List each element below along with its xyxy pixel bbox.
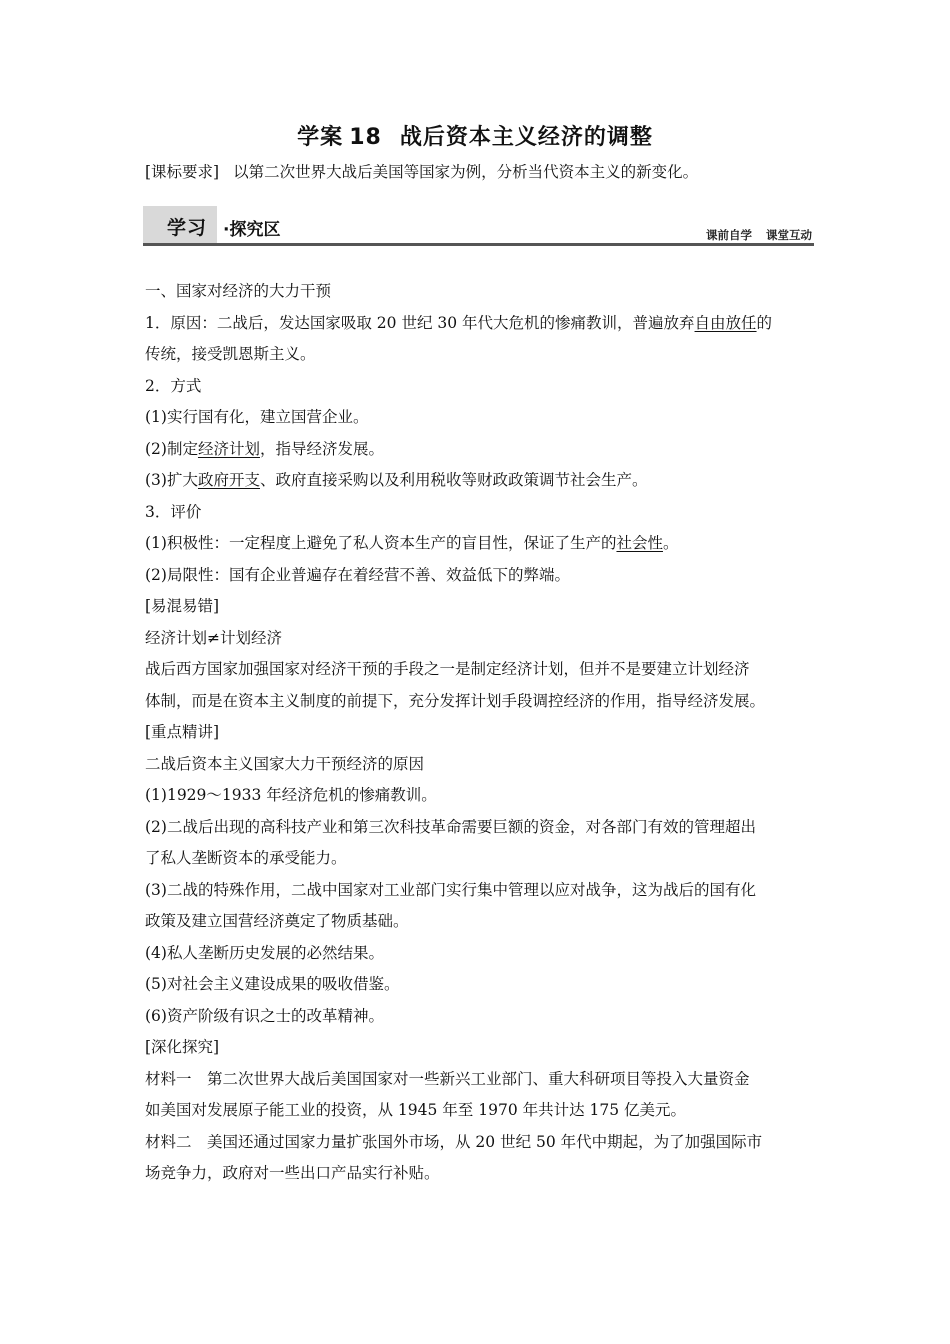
text-line: (2)局限性：国有企业普遍存在着经营不善、效益低下的弊端。 bbox=[145, 565, 570, 584]
text-line: 材料二 美国还通过国家力量扩张国外市场，从 20 世纪 50 年代中期起，为了加强国际市 bbox=[145, 1132, 763, 1151]
text-line: 二战后资本主义国家大力干预经济的原因 bbox=[145, 754, 425, 773]
text-line bbox=[145, 528, 815, 560]
requirement-tag: [课标要求] bbox=[145, 163, 220, 181]
text-line: 战后西方国家加强国家对经济干预的手段之一是制定经济计划，但并不是要建立计划经济 bbox=[145, 660, 750, 678]
text-span: 1．原因：二战后，发达国家吸取 20 世纪 30 年代大危机的惨痛教训，普遍放弃 bbox=[145, 313, 695, 332]
section-banner bbox=[143, 206, 814, 246]
text-line: [重点精讲] bbox=[145, 723, 220, 741]
requirement-text: 以第二次世界大战后美国等国家为例，分析当代资本主义的新变化。 bbox=[233, 163, 699, 181]
text-line bbox=[145, 465, 815, 497]
title-number: 18 bbox=[349, 125, 382, 150]
banner-right-2: 课堂互动 bbox=[766, 228, 812, 242]
document-body bbox=[145, 276, 815, 1190]
banner-right-labels bbox=[706, 227, 812, 243]
text-line: 经济计划≠计划经济 bbox=[145, 628, 282, 647]
curriculum-requirement bbox=[145, 160, 825, 182]
banner-rule bbox=[143, 243, 814, 246]
page-title bbox=[0, 120, 950, 151]
text-line: (3)二战的特殊作用，二战中国家对工业部门实行集中管理以应对战争，这为战后的国有化 bbox=[145, 880, 756, 899]
text-line: 材料一 第二次世界大战后美国国家对一些新兴工业部门、重大科研项目等投入大量资金 bbox=[145, 1069, 750, 1088]
text-line bbox=[145, 308, 815, 340]
text-span: 。 bbox=[662, 534, 679, 552]
text-line: 场竞争力，政府对一些出口产品实行补贴。 bbox=[145, 1164, 440, 1182]
keyword-underlined: 政府开支 bbox=[197, 471, 260, 489]
title-main: 战后资本主义经济的调整 bbox=[399, 125, 653, 150]
text-line: 如美国对发展原子能工业的投资，从 1945 年至 1970 年共计达 175 亿美元。 bbox=[145, 1101, 687, 1119]
keyword-underlined: 经济计划 bbox=[197, 439, 260, 458]
banner-label-bold: 学习 bbox=[167, 217, 208, 239]
text-span: ，指导经济发展。 bbox=[259, 439, 384, 458]
keyword-underlined: 社会性 bbox=[616, 534, 663, 552]
text-line: [深化探究] bbox=[145, 1038, 220, 1056]
text-span: (1)积极性：一定程度上避免了私人资本生产的盲目性，保证了生产的 bbox=[145, 534, 617, 552]
text-line: (6)资产阶级有识之士的改革精神。 bbox=[145, 1006, 384, 1025]
text-line: 2．方式 bbox=[145, 376, 202, 395]
text-line bbox=[145, 434, 815, 466]
banner-right-1: 课前自学 bbox=[706, 228, 752, 242]
text-span: (2)制定 bbox=[145, 439, 198, 458]
keyword-underlined: 自由放任 bbox=[694, 313, 757, 332]
section-heading: 一、国家对经济的大力干预 bbox=[145, 282, 332, 300]
text-line: (2)二战后出现的高科技产业和第三次科技革命需要巨额的资金，对各部门有效的管理超出 bbox=[145, 817, 756, 836]
text-line: (5)对社会主义建设成果的吸收借鉴。 bbox=[145, 975, 400, 993]
text-span: 的 bbox=[756, 313, 773, 332]
banner-label-rest: ·探究区 bbox=[223, 220, 281, 240]
text-span: 、政府直接采购以及利用税收等财政政策调节社会生产。 bbox=[259, 471, 648, 489]
text-line: (4)私人垄断历史发展的必然结果。 bbox=[145, 943, 384, 962]
text-line: 3．评价 bbox=[145, 502, 202, 521]
text-line: [易混易错] bbox=[145, 597, 220, 615]
text-line: (1)1929～1933 年经济危机的惨痛教训。 bbox=[145, 786, 437, 804]
text-line: (1)实行国有化，建立国营企业。 bbox=[145, 408, 369, 426]
text-line: 体制，而是在资本主义制度的前提下，充分发挥计划手段调控经济的作用，指导经济发展。 bbox=[145, 691, 766, 710]
text-span: (3)扩大 bbox=[145, 471, 198, 489]
text-line: 传统，接受凯恩斯主义。 bbox=[145, 345, 316, 363]
title-prefix: 学案 bbox=[297, 125, 344, 150]
text-line: 了私人垄断资本的承受能力。 bbox=[145, 849, 347, 867]
text-line: 政策及建立国营经济奠定了物质基础。 bbox=[145, 912, 409, 930]
